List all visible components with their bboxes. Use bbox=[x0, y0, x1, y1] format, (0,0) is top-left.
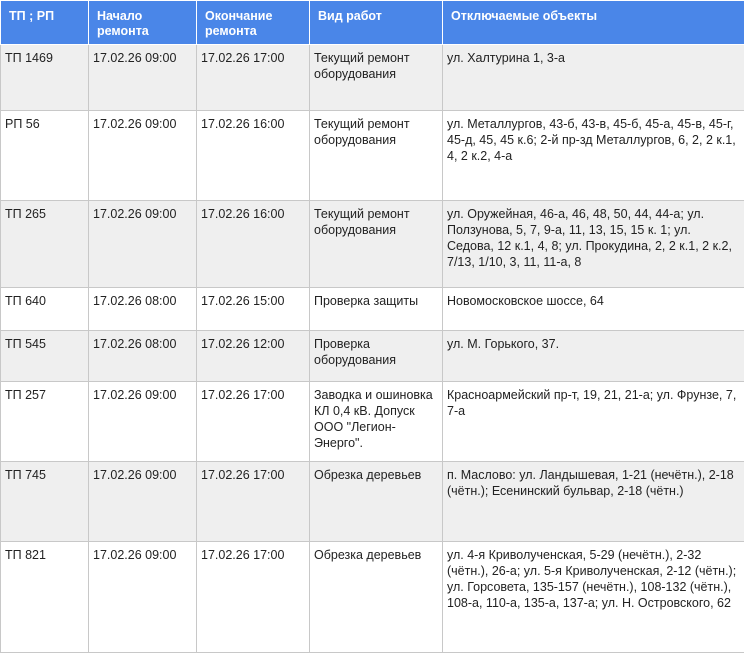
cell-objects: ул. Халтурина 1, 3-а bbox=[443, 45, 744, 111]
cell-start: 17.02.26 09:00 bbox=[89, 45, 197, 111]
table-row bbox=[1, 542, 744, 653]
cell-objects: Красноармейский пр-т, 19, 21, 21-а; ул. Фрунзе, 7, 7-а bbox=[443, 382, 744, 462]
cell-objects: п. Маслово: ул. Ландышевая, 1-21 (нечётн.), 2-18 (чётн.); Есенинский бульвар, 2-18 (чётн.) bbox=[443, 462, 744, 542]
cell-end: 17.02.26 16:00 bbox=[197, 111, 310, 201]
cell-start: 17.02.26 09:00 bbox=[89, 382, 197, 462]
table-row bbox=[1, 288, 744, 331]
cell-objects: ул. Металлургов, 43-б, 43-в, 45-б, 45-а, 45-в, 45-г, 45-д, 45, 45 к.6; 2-й пр-зд Металлургов, 6, 2, 2 к.1, 4, 2 к.2, 4-а bbox=[443, 111, 744, 201]
cell-objects: ул. Оружейная, 46-а, 46, 48, 50, 44, 44-а; ул. Ползунова, 5, 7, 9-а, 11, 13, 15, 15 к. 1; ул. Седова, 12 к.1, 4, 8; ул. Прокудина, 2, 2 к.1, 2 к.2, 7/13, 1/10, 3, 11, 11-а, 8 bbox=[443, 201, 744, 288]
cell-work: Проверка оборудования bbox=[310, 331, 443, 382]
header-tp: ТП ; РП bbox=[1, 1, 89, 45]
cell-work: Текущий ремонт оборудования bbox=[310, 111, 443, 201]
cell-start: 17.02.26 09:00 bbox=[89, 111, 197, 201]
cell-work: Обрезка деревьев bbox=[310, 542, 443, 653]
cell-start: 17.02.26 08:00 bbox=[89, 331, 197, 382]
cell-tp: ТП 545 bbox=[1, 331, 89, 382]
cell-work: Заводка и ошиновка КЛ 0,4 кВ. Допуск ООО "Легион-Энерго". bbox=[310, 382, 443, 462]
cell-end: 17.02.26 17:00 bbox=[197, 382, 310, 462]
cell-end: 17.02.26 17:00 bbox=[197, 462, 310, 542]
cell-tp: ТП 257 bbox=[1, 382, 89, 462]
cell-end: 17.02.26 12:00 bbox=[197, 331, 310, 382]
cell-work: Обрезка деревьев bbox=[310, 462, 443, 542]
cell-objects: Новомосковское шоссе, 64 bbox=[443, 288, 744, 331]
cell-tp: РП 56 bbox=[1, 111, 89, 201]
header-objects: Отключаемые объекты bbox=[443, 1, 744, 45]
cell-end: 17.02.26 17:00 bbox=[197, 542, 310, 653]
table-row bbox=[1, 462, 744, 542]
cell-tp: ТП 821 bbox=[1, 542, 89, 653]
cell-work: Проверка защиты bbox=[310, 288, 443, 331]
table-header-row bbox=[1, 1, 744, 45]
cell-objects: ул. М. Горького, 37. bbox=[443, 331, 744, 382]
table-row bbox=[1, 331, 744, 382]
cell-end: 17.02.26 15:00 bbox=[197, 288, 310, 331]
cell-tp: ТП 745 bbox=[1, 462, 89, 542]
table-row bbox=[1, 201, 744, 288]
header-work: Вид работ bbox=[310, 1, 443, 45]
table-row bbox=[1, 111, 744, 201]
cell-end: 17.02.26 16:00 bbox=[197, 201, 310, 288]
cell-tp: ТП 265 bbox=[1, 201, 89, 288]
header-end: Окончание ремонта bbox=[197, 1, 310, 45]
cell-work: Текущий ремонт оборудования bbox=[310, 201, 443, 288]
cell-work: Текущий ремонт оборудования bbox=[310, 45, 443, 111]
cell-start: 17.02.26 09:00 bbox=[89, 201, 197, 288]
table-row bbox=[1, 382, 744, 462]
cell-end: 17.02.26 17:00 bbox=[197, 45, 310, 111]
cell-start: 17.02.26 09:00 bbox=[89, 462, 197, 542]
header-start: Начало ремонта bbox=[89, 1, 197, 45]
cell-tp: ТП 1469 bbox=[1, 45, 89, 111]
table-row bbox=[1, 45, 744, 111]
cell-start: 17.02.26 09:00 bbox=[89, 542, 197, 653]
cell-start: 17.02.26 08:00 bbox=[89, 288, 197, 331]
cell-objects: ул. 4-я Криволученская, 5-29 (нечётн.), 2-32 (чётн.), 26-а; ул. 5-я Криволученская, 2-12 (чётн.); ул. Горсовета, 135-157 (нечётн.), 108-132 (чётн.), 108-а, 110-а, 135-а, 137-а; ул. Н. Островского, 62 bbox=[443, 542, 744, 653]
cell-tp: ТП 640 bbox=[1, 288, 89, 331]
